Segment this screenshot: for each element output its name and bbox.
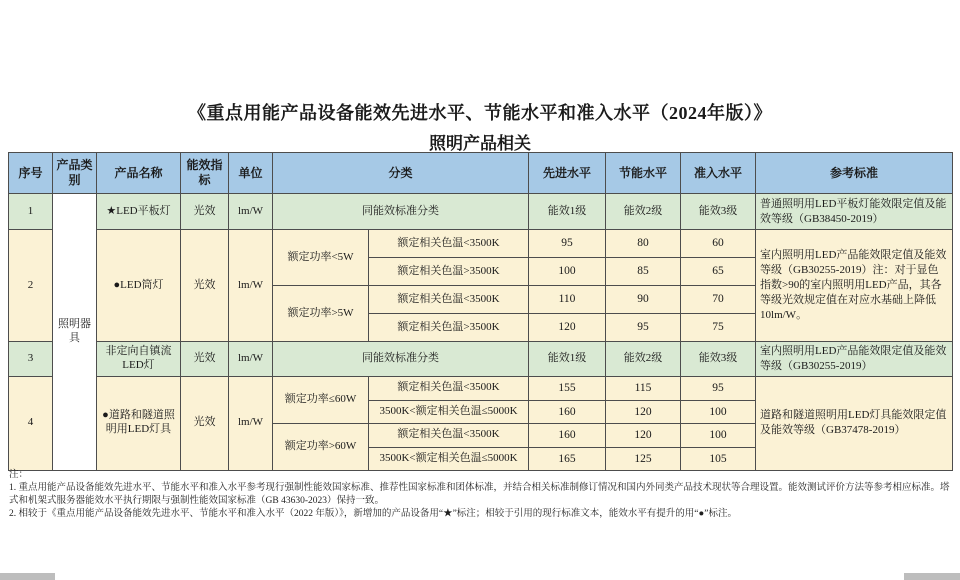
cell-advanced: 160 bbox=[529, 400, 606, 423]
cell-entry: 105 bbox=[681, 447, 756, 470]
cell-power-class: 额定功率>60W bbox=[273, 423, 369, 470]
cell-indicator: 光效 bbox=[181, 376, 229, 470]
table-row bbox=[9, 376, 953, 400]
cell-product-name: 非定向自镇流LED灯 bbox=[97, 342, 181, 377]
table-row bbox=[9, 342, 953, 377]
cell-cct-class: 额定相关色温>3500K bbox=[369, 258, 529, 286]
cell-product-name: ●道路和隧道照明用LED灯具 bbox=[97, 376, 181, 470]
cell-saving: 120 bbox=[606, 400, 681, 423]
header-product-name: 产品名称 bbox=[97, 153, 181, 194]
cell-reference: 室内照明用LED产品能效限定值及能效等级（GB30255-2019）注：对于显色指数>90的室内照明用LED产品，其各等级光效规定值在对应水基础上降低10lm/W。 bbox=[756, 230, 953, 342]
cell-seq: 1 bbox=[9, 194, 53, 230]
cell-entry: 能效3级 bbox=[681, 194, 756, 230]
header-unit: 单位 bbox=[229, 153, 273, 194]
cell-indicator: 光效 bbox=[181, 230, 229, 342]
cell-entry: 100 bbox=[681, 423, 756, 447]
cell-entry: 65 bbox=[681, 258, 756, 286]
cell-product-name: ★LED平板灯 bbox=[97, 194, 181, 230]
cell-classification: 同能效标准分类 bbox=[273, 342, 529, 377]
cell-classification: 同能效标准分类 bbox=[273, 194, 529, 230]
cell-unit: lm/W bbox=[229, 230, 273, 342]
cell-cct-class: 额定相关色温<3500K bbox=[369, 376, 529, 400]
cell-entry: 70 bbox=[681, 286, 756, 314]
table-row bbox=[9, 194, 953, 230]
cell-product-name: ●LED筒灯 bbox=[97, 230, 181, 342]
cell-reference: 普通照明用LED平板灯能效限定值及能效等级（GB38450-2019） bbox=[756, 194, 953, 230]
header-saving-level: 节能水平 bbox=[606, 153, 681, 194]
cell-advanced: 能效1级 bbox=[529, 342, 606, 377]
header-reference-standard: 参考标准 bbox=[756, 153, 953, 194]
footnotes bbox=[9, 469, 953, 521]
table-header-row bbox=[9, 153, 953, 194]
cell-seq: 3 bbox=[9, 342, 53, 377]
header-classification: 分类 bbox=[273, 153, 529, 194]
cell-saving: 95 bbox=[606, 314, 681, 342]
header-entry-level: 准入水平 bbox=[681, 153, 756, 194]
cell-power-class: 额定功率≤60W bbox=[273, 376, 369, 423]
cell-advanced: 能效1级 bbox=[529, 194, 606, 230]
cell-saving: 90 bbox=[606, 286, 681, 314]
cell-entry: 95 bbox=[681, 376, 756, 400]
cell-indicator: 光效 bbox=[181, 194, 229, 230]
cell-indicator: 光效 bbox=[181, 342, 229, 377]
title-line-1: 《重点用能产品设备能效先进水平、节能水平和准入水平（2024年版）》 bbox=[188, 103, 772, 123]
cell-saving: 能效2级 bbox=[606, 194, 681, 230]
cell-seq: 4 bbox=[9, 376, 53, 470]
cell-entry: 能效3级 bbox=[681, 342, 756, 377]
header-seq: 序号 bbox=[9, 153, 53, 194]
header-indicator: 能效指标 bbox=[181, 153, 229, 194]
cell-product-category: 照明器具 bbox=[53, 194, 97, 471]
header-category: 产品类别 bbox=[53, 153, 97, 194]
cell-unit: lm/W bbox=[229, 376, 273, 470]
title-line-2: 照明产品相关 bbox=[429, 134, 531, 153]
cell-reference: 道路和隧道照明用LED灯具能效限定值及能效等级（GB37478-2019） bbox=[756, 376, 953, 470]
cell-entry: 100 bbox=[681, 400, 756, 423]
cell-saving: 能效2级 bbox=[606, 342, 681, 377]
cell-advanced: 95 bbox=[529, 230, 606, 258]
footnote-1: 1. 重点用能产品设备能效先进水平、节能水平和准入水平参考现行强制性能效国家标准、推荐性国家标准和团体标准，并结合相关标准制修订情况和国内外同类产品技术现状等合理设置。能效测试评价方法等参考相应标准。塔式和机架式服务器能效水平执行期限与强制性能效国家标准（GB 43630-2023）保持一致。 bbox=[9, 483, 950, 507]
cell-advanced: 120 bbox=[529, 314, 606, 342]
page-edge-artifact bbox=[904, 573, 960, 580]
cell-cct-class: 额定相关色温<3500K bbox=[369, 230, 529, 258]
cell-cct-class: 额定相关色温<3500K bbox=[369, 423, 529, 447]
cell-saving: 80 bbox=[606, 230, 681, 258]
cell-saving: 125 bbox=[606, 447, 681, 470]
document-title bbox=[0, 99, 960, 154]
cell-power-class: 额定功率>5W bbox=[273, 286, 369, 342]
cell-reference: 室内照明用LED产品能效限定值及能效等级（GB30255-2019） bbox=[756, 342, 953, 377]
page-edge-artifact bbox=[0, 573, 55, 580]
cell-cct-class: 额定相关色温<3500K bbox=[369, 286, 529, 314]
cell-saving: 115 bbox=[606, 376, 681, 400]
header-advanced-level: 先进水平 bbox=[529, 153, 606, 194]
cell-advanced: 100 bbox=[529, 258, 606, 286]
cell-cct-class: 额定相关色温>3500K bbox=[369, 314, 529, 342]
cell-advanced: 155 bbox=[529, 376, 606, 400]
cell-cct-class: 3500K<额定相关色温≤5000K bbox=[369, 447, 529, 470]
cell-entry: 75 bbox=[681, 314, 756, 342]
cell-saving: 120 bbox=[606, 423, 681, 447]
table-row bbox=[9, 230, 953, 258]
cell-saving: 85 bbox=[606, 258, 681, 286]
cell-entry: 60 bbox=[681, 230, 756, 258]
footnote-2: 2. 相较于《重点用能产品设备能效先进水平、节能水平和准入水平（2022 年版）》，新增加的产品设备用“★”标注；相较于引用的现行标准文本，能效水平有提升的用“●”标注。 bbox=[9, 509, 737, 520]
cell-advanced: 165 bbox=[529, 447, 606, 470]
energy-efficiency-table bbox=[8, 152, 953, 471]
cell-unit: lm/W bbox=[229, 194, 273, 230]
cell-seq: 2 bbox=[9, 230, 53, 342]
cell-advanced: 110 bbox=[529, 286, 606, 314]
cell-power-class: 额定功率<5W bbox=[273, 230, 369, 286]
cell-unit: lm/W bbox=[229, 342, 273, 377]
footnote-label: 注： bbox=[9, 470, 29, 480]
cell-advanced: 160 bbox=[529, 423, 606, 447]
cell-cct-class: 3500K<额定相关色温≤5000K bbox=[369, 400, 529, 423]
